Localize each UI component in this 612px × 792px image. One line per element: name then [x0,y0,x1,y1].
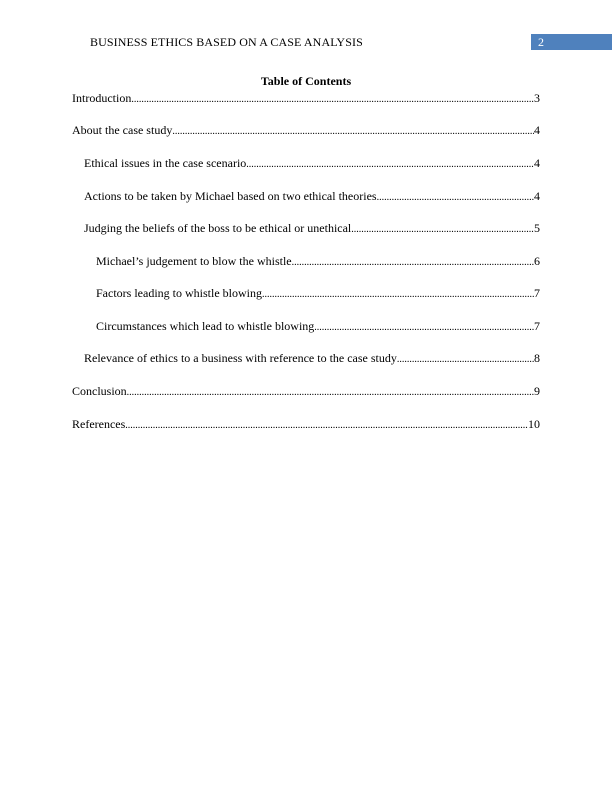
toc-entry-label: Michael’s judgement to blow the whistle [96,254,292,268]
toc-entry-page: 8 [534,351,540,365]
toc-entry-page: 10 [528,417,540,431]
toc-entry-actions-michael[interactable] [84,189,540,205]
toc-entry-label: Circumstances which lead to whistle blowing [96,319,315,333]
toc-entry-page: 4 [534,189,540,203]
toc-entry-circumstances-whistle[interactable] [96,319,540,335]
toc-entry-michael-judgement[interactable] [96,254,540,270]
toc-entry-label: Ethical issues in the case scenario [84,156,247,170]
toc-entry-about-case-study[interactable] [72,123,540,139]
toc-entry-page: 4 [534,123,540,137]
dot-leader [127,386,534,400]
toc-entry-label: References [72,417,126,431]
toc-entry-page: 6 [534,254,540,268]
dot-leader [377,191,534,205]
page-number: 2 [538,35,544,49]
toc-entry-page: 4 [534,156,540,170]
toc-entry-label: Introduction [72,91,132,105]
toc-entry-relevance-ethics[interactable] [84,351,540,367]
toc-entry-label: Factors leading to whistle blowing [96,286,262,300]
dot-leader [351,223,534,237]
toc-entry-page: 3 [534,91,540,105]
running-head-title: BUSINESS ETHICS BASED ON A CASE ANALYSIS [90,35,363,49]
toc-entry-page: 9 [534,384,540,398]
toc-entry-factors-whistle[interactable] [96,286,540,302]
dot-leader [397,353,534,367]
dot-leader [131,93,534,107]
toc-entry-references[interactable] [72,417,540,433]
toc-title: Table of Contents [260,74,352,88]
dot-leader [246,158,534,172]
toc-entry-ethical-issues[interactable] [84,156,540,172]
dot-leader [172,125,534,139]
toc-entry-label: Conclusion [72,384,127,398]
dot-leader [262,288,534,302]
page-number-box [531,34,612,50]
toc-entry-label: About the case study [72,123,173,137]
dot-leader [292,256,534,270]
toc-entry-label: Judging the beliefs of the boss to be ethical or unethical [84,221,352,235]
dot-leader [125,419,528,433]
toc-entry-conclusion[interactable] [72,384,540,400]
toc-entry-page: 7 [534,286,540,300]
toc-entry-judging-beliefs[interactable] [84,221,540,237]
toc-entry-introduction[interactable] [72,91,540,107]
toc-entry-page: 5 [534,221,540,235]
toc-entry-page: 7 [534,319,540,333]
toc-entry-label: Actions to be taken by Michael based on two ethical theories [84,189,377,203]
toc-entry-label: Relevance of ethics to a business with reference to the case study [84,351,397,365]
dot-leader [314,321,534,335]
